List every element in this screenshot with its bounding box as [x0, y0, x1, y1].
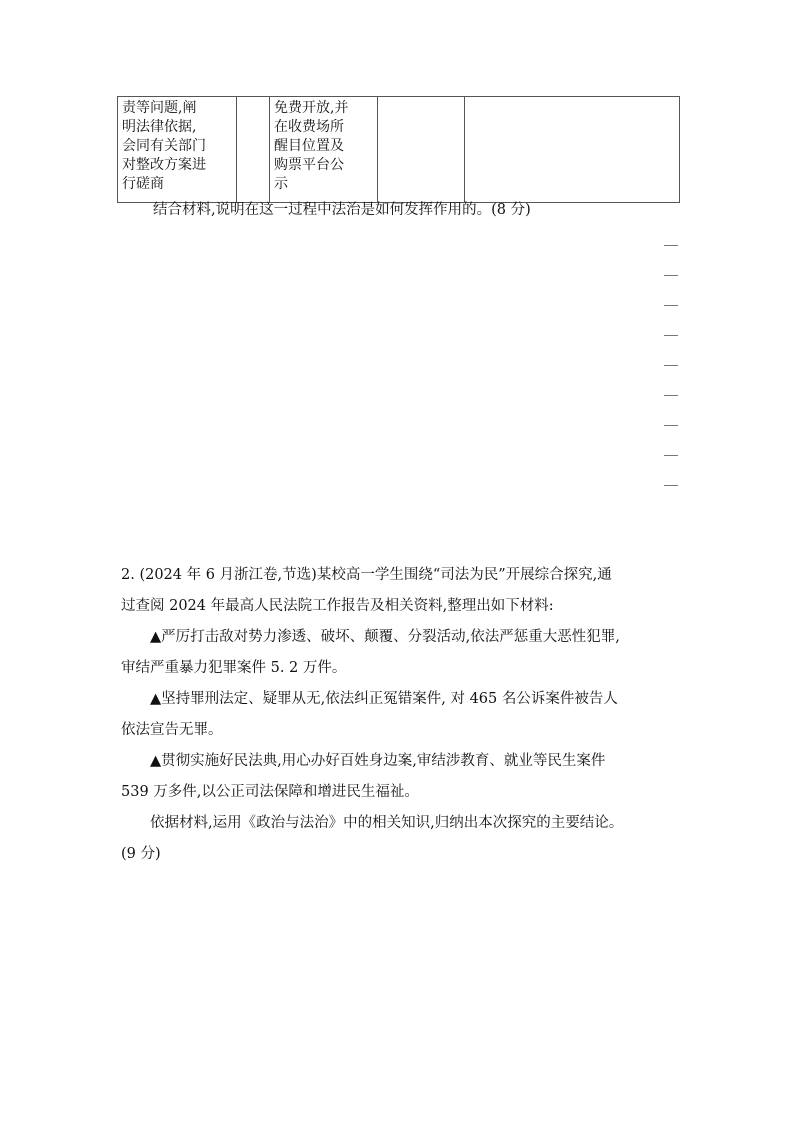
table-cell [270, 97, 378, 203]
answer-line [664, 485, 678, 486]
material-item-2-cont: 依法宣告无罪。 [121, 722, 223, 738]
answer-line [664, 335, 678, 336]
answer-line [664, 395, 678, 396]
table-row [118, 97, 680, 203]
answer-line [664, 425, 678, 426]
question2-intro-line: 2. (2024 年 6 月浙江卷,节选)某校高一学生围绕“司法为民”开展综合探究,通 [121, 567, 612, 583]
material-item-2: ▲坚持罪刑法定、疑罪从无,依法纠正冤错案件, 对 465 名公诉案件被告人 [150, 691, 618, 707]
question2-intro-line: 过查阅 2024 年最高人民法院工作报告及相关资料,整理出如下材料: [121, 598, 554, 614]
material-item-1: ▲严厉打击敌对势力渗透、破坏、颠覆、分裂活动,依法严惩重大恶性犯罪, [150, 629, 620, 645]
cell-text: 责等问题,阐 明法律依据, 会同有关部门 对整改方案进 行磋商 [122, 100, 206, 192]
answer-line [664, 275, 678, 276]
table-cell [118, 97, 237, 203]
material-item-1-cont: 审结严重暴力犯罪案件 5. 2 万件。 [121, 660, 347, 676]
question2-task-cont: (9 分) [121, 846, 161, 862]
material-item-3: ▲贯彻实施好民法典,用心办好百姓身边案,审结涉教育、就业等民生案件 [150, 753, 606, 769]
table-cell [237, 97, 270, 203]
answer-line [664, 305, 678, 306]
table-cell [378, 97, 465, 203]
answer-lines [664, 245, 678, 515]
answer-line [664, 245, 678, 246]
answer-line [664, 455, 678, 456]
table-cell [465, 97, 680, 203]
question1-prompt: 结合材料,说明在这一过程中法治是如何发挥作用的。(8 分) [153, 202, 531, 218]
question2-task: 依据材料,运用《政治与法治》中的相关知识,归纳出本次探究的主要结论。 [150, 815, 624, 831]
question2 [121, 560, 681, 870]
material-item-3-cont: 539 万多件,以公正司法保障和增进民生福祉。 [121, 784, 419, 800]
material-table [117, 96, 680, 203]
cell-text: 免费开放,并 在收费场所 醒目位置及 购票平台公 示 [274, 100, 349, 192]
answer-line [664, 365, 678, 366]
